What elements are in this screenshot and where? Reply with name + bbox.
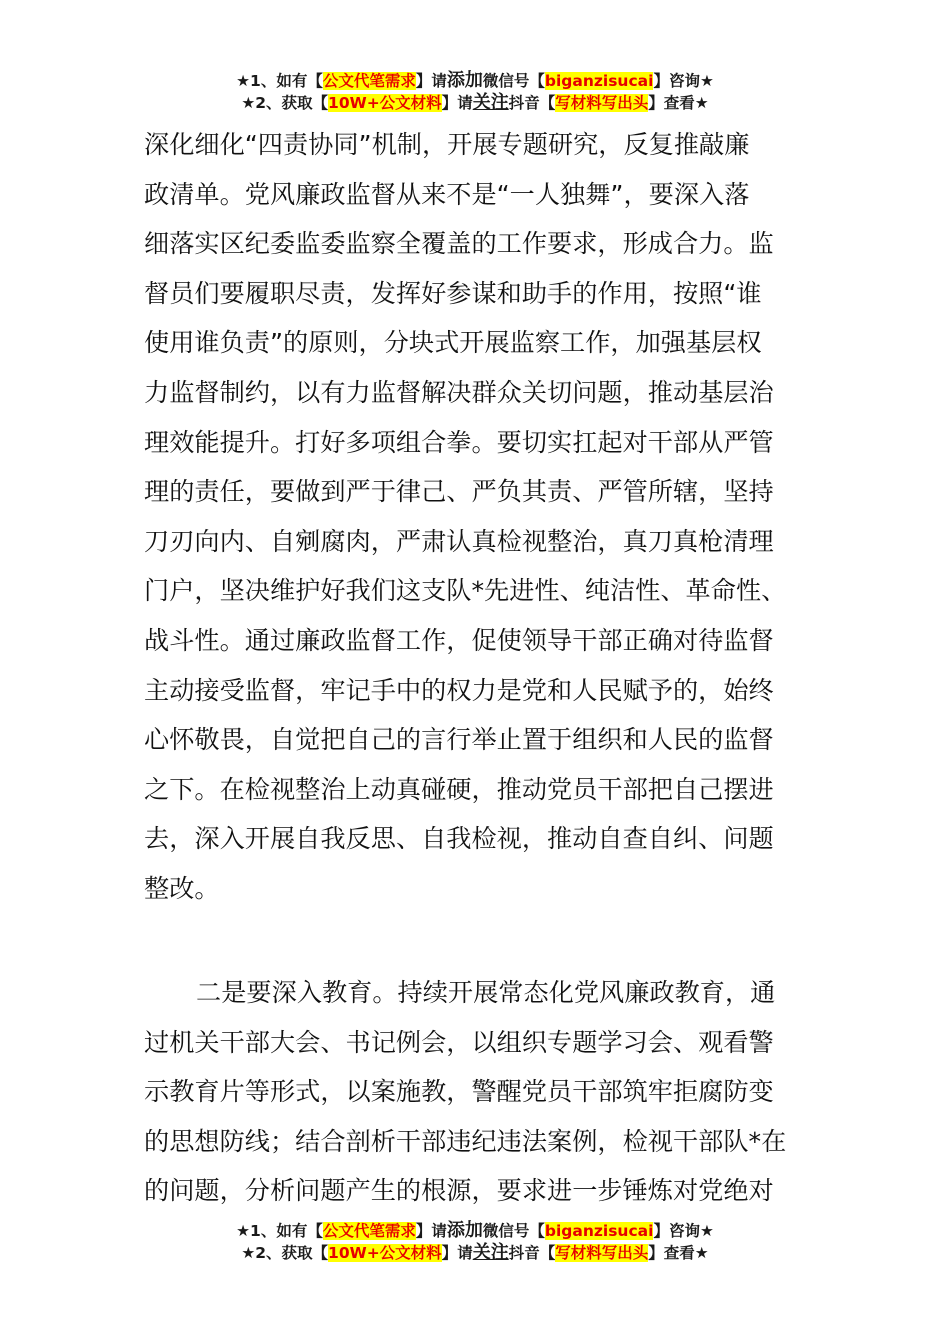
text-line: 的思想防线；结合剖析干部违纪违法案例，检视干部队*在 (144, 1126, 787, 1156)
banner-text: 】查看★ (648, 1244, 709, 1262)
text-line: 刀刃向内、自剜腐肉，严肃认真检视整治，真刀真枪清理 (144, 526, 774, 556)
banner-emphasis: 添加 (446, 1220, 483, 1241)
text-line: 示教育片等形式，以案施教，警醒党员干部筑牢拒腐防变 (144, 1077, 774, 1107)
banner-text: 抖音【 (508, 94, 556, 112)
banner-text: 微信号【 (482, 1222, 545, 1240)
banner-highlight: 公文代笔需求 (322, 72, 416, 90)
text-line: 之下。在检视整治上动真碰硬，推动党员干部把自己摆进 (144, 774, 774, 804)
text-line: 主动接受监督，牢记手中的权力是党和人民赋予的，始终 (144, 675, 774, 705)
banner-emphasis: 添加 (446, 70, 483, 91)
banner-line-2 (0, 92, 950, 114)
banner-text: 】请 (441, 94, 473, 112)
text-line: 理的责任，要做到严于律己、严负其责、严管所辖，坚持 (144, 477, 774, 507)
banner-highlight: 写材料写出头 (555, 1244, 649, 1262)
text-line: 门户，坚决维护好我们这支队*先进性、纯洁性、革命性、 (144, 576, 787, 606)
banner-highlight: biganzisucai (544, 1222, 654, 1240)
banner-line-2 (0, 1242, 950, 1264)
text-line: 细落实区纪委监委监察全覆盖的工作要求，形成合力。监 (144, 229, 774, 259)
banner-text: ★1、如有【 (236, 1222, 323, 1240)
banner-text: 】请 (415, 1222, 447, 1240)
text-line: 深化细化“四责协同”机制，开展专题研究，反复推敲廉 (144, 130, 750, 159)
text-line: 力监督制约，以有力监督解决群众关切问题，推动基层治 (144, 377, 774, 407)
text-line: 心怀敬畏，自觉把自己的言行举止置于组织和人民的监督 (144, 725, 774, 755)
banner-text: 】请 (415, 72, 447, 90)
banner-highlight: biganzisucai (544, 72, 654, 90)
banner-emphasis: 关注 (472, 1242, 509, 1263)
banner-text: 】查看★ (648, 94, 709, 112)
banner-line-1 (0, 1220, 950, 1242)
paragraph-2 (144, 968, 808, 1216)
banner-text: 】咨询★ (653, 72, 714, 90)
text-line: 督员们要履职尽责，发挥好参谋和助手的作用，按照“谁 (144, 278, 762, 308)
text-line: 去，深入开展自我反思、自我检视，推动自查自纠、问题 (144, 824, 774, 854)
banner-text: ★2、获取【 (241, 1244, 329, 1262)
banner-highlight: 公文代笔需求 (322, 1222, 416, 1240)
banner-highlight: 10W+公文材料 (328, 94, 442, 112)
banner-text: 微信号【 (482, 72, 545, 90)
text-line: 二是要深入教育。持续开展常态化党风廉政教育，通 (196, 978, 776, 1007)
banner-text: ★1、如有【 (236, 72, 323, 90)
banner-line-1 (0, 70, 950, 92)
text-line: 战斗性。通过廉政监督工作，促使领导干部正确对待监督 (144, 625, 774, 655)
text-line: 政清单。党风廉政监督从来不是“一人独舞”，要深入落 (144, 179, 750, 209)
text-line: 的问题，分析问题产生的根源，要求进一步锤炼对党绝对 (144, 1176, 774, 1206)
footer-banner (0, 1220, 950, 1264)
text-line: 使用谁负责”的原则，分块式开展监察工作，加强基层权 (144, 328, 762, 358)
banner-text: 】咨询★ (653, 1222, 714, 1240)
text-line: 整改。 (144, 873, 220, 903)
banner-highlight: 10W+公文材料 (328, 1244, 442, 1262)
banner-highlight: 写材料写出头 (555, 94, 649, 112)
header-banner (0, 70, 950, 114)
text-line: 过机关干部大会、书记例会，以组织专题学习会、观看警 (144, 1027, 774, 1057)
banner-text: ★2、获取【 (241, 94, 329, 112)
banner-emphasis: 关注 (472, 92, 509, 113)
text-line: 理效能提升。打好多项组合拳。要切实扛起对干部从严管 (144, 427, 774, 457)
paragraph-1 (144, 120, 808, 914)
banner-text: 】请 (441, 1244, 473, 1262)
banner-text: 抖音【 (508, 1244, 556, 1262)
